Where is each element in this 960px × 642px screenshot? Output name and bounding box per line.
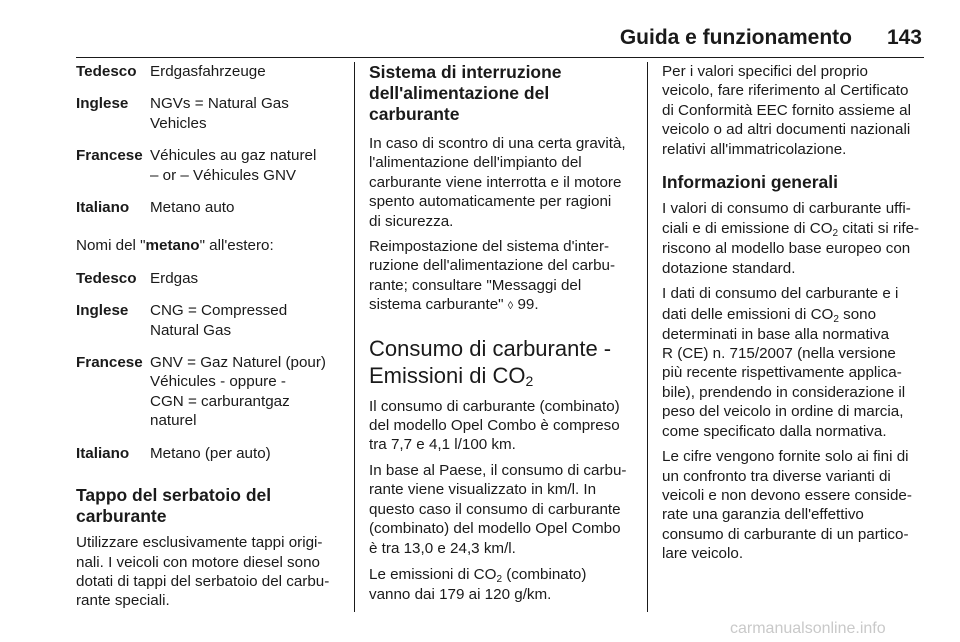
term-value (150, 94, 342, 133)
term-value (150, 146, 342, 185)
column-1 (76, 62, 342, 611)
paragraph-sistema-1: In caso di scontro di una certa gravità, l'alimentazione dell'impianto del carburante viene interrotta e il motore spento automaticamente per ragioni di sicurezza. (369, 135, 626, 230)
term-line: CNG = Compressed (150, 302, 288, 320)
term-language: Italiano (76, 199, 130, 217)
paragraph-emissioni: Le emissioni di $CO_2$ (combinato) vanno dai 179 ai 120 g/km. (369, 565, 587, 603)
heading-sistema: Sistema di interruzione dell'alimentazione del carburante (369, 62, 562, 124)
terms-table-gas (76, 269, 342, 463)
term-line: Erdgasfahrzeuge (150, 63, 266, 80)
column-3 (662, 62, 928, 564)
term-value (150, 353, 342, 431)
term-value (150, 301, 342, 340)
paragraph-info-3: Le cifre vengono fornite solo ai fini di un confronto tra diverse varianti di veicoli e non devono essere conside- rate una garanzia dell'effettivo consumo di carburante di un partico- lare veicolo. (662, 448, 912, 563)
term-value (150, 269, 342, 288)
heading-informazioni: Informazioni generali (662, 172, 838, 193)
term-line: Natural Gas (150, 321, 232, 339)
term-line: NGVs = Natural Gas (150, 95, 289, 113)
paragraph-info-1: I valori di consumo di carburante uffi- ciali e di emissione di $CO_2$ citati si rife- riscono al modello base europeo con dotazione standard. (662, 200, 920, 277)
term-line: GNV = Gaz Naturel (pour) (150, 354, 326, 372)
watermark-text: carmanualsonline.info (730, 620, 886, 637)
term-row (76, 94, 342, 133)
foreign-names-intro: Nomi del "metano" all'estero: (76, 237, 274, 255)
paragraph-certificato: Per i valori specifici del proprio veicolo, fare riferimento al Certificato di Conformità EEC fornito assieme al veicolo o ad altri documenti nazionali relativi all'immatricolazione. (662, 63, 912, 158)
page-reference[interactable]: 99. (517, 296, 539, 314)
term-language: Tedesco (76, 63, 137, 80)
term-line: Véhicules au gaz naturel (150, 147, 317, 165)
term-line: Erdgas (150, 269, 199, 287)
heading-tappo: Tappo del serbatoio del carburante (76, 485, 272, 527)
heading-consumo: Consumo di carburante - Emissioni di $CO_2$ (369, 335, 612, 389)
term-row (76, 353, 342, 431)
paragraph-consumo-2: In base al Paese, il consumo di carbu- rante viene visualizzato in km/l. In questo caso il consumo di carburante (combinato) del modello Opel Combo è tra 13,0 e 24,3 km/l. (369, 461, 627, 557)
page-title: Guida e funzionamento (619, 26, 852, 49)
term-language: Inglese (76, 95, 129, 113)
term-row (76, 146, 342, 185)
column-divider-1 (354, 62, 355, 612)
term-row (76, 62, 342, 81)
term-row (76, 269, 342, 288)
paragraph-tappo: Utilizzare esclusivamente tappi origi- nali. I veicoli con motore diesel sono dotati di tappi del serbatoio del carbu- rante speciali. (76, 534, 330, 610)
paragraph-consumo-1: Il consumo di carburante (combinato) del modello Opel Combo è compreso tra 7,7 e 4,1 l/100 km. (369, 397, 620, 454)
term-line: CGN = carburantgaz (150, 392, 290, 410)
page-reference-icon: ◊ (507, 300, 514, 313)
page-number: 143 (886, 26, 922, 49)
term-line: Metano auto (150, 199, 235, 217)
term-language: Inglese (76, 302, 129, 320)
term-value (150, 62, 342, 81)
term-line: Vehicles (150, 114, 207, 132)
term-line: Metano (per auto) (150, 444, 271, 462)
term-language: Tedesco (76, 269, 137, 287)
term-row (76, 301, 342, 340)
term-row (76, 444, 342, 463)
term-line: Véhicules - oppure - (150, 373, 286, 391)
term-language: Francese (76, 354, 143, 372)
page-header (76, 22, 924, 58)
term-language: Francese (76, 147, 143, 165)
term-line: – or – Véhicules GNV (150, 166, 297, 184)
paragraph-sistema-2: Reimpostazione del sistema d'inter- ruzione dell'alimentazione del carbu- rante; consultare "Messaggi del sistema carburante" ◊ 99. (369, 238, 616, 314)
term-value (150, 198, 342, 217)
term-language: Italiano (76, 444, 130, 462)
term-row (76, 198, 342, 217)
term-line: naturel (150, 412, 197, 430)
column-divider-2 (647, 62, 648, 612)
term-value (150, 444, 342, 463)
paragraph-info-2: I dati di consumo del carburante e i dati delle emissioni di $CO_2$ sono determinati in base alla normativa R (CE) n. 715/2007 (nella versione più recente rispettivamente applica- bile), prendendo in considerazione il peso del veicolo in ordine di marcia, come specificato dalla normativa. (662, 285, 906, 440)
terms-table-vehicle (76, 62, 342, 217)
column-2 (369, 62, 633, 604)
